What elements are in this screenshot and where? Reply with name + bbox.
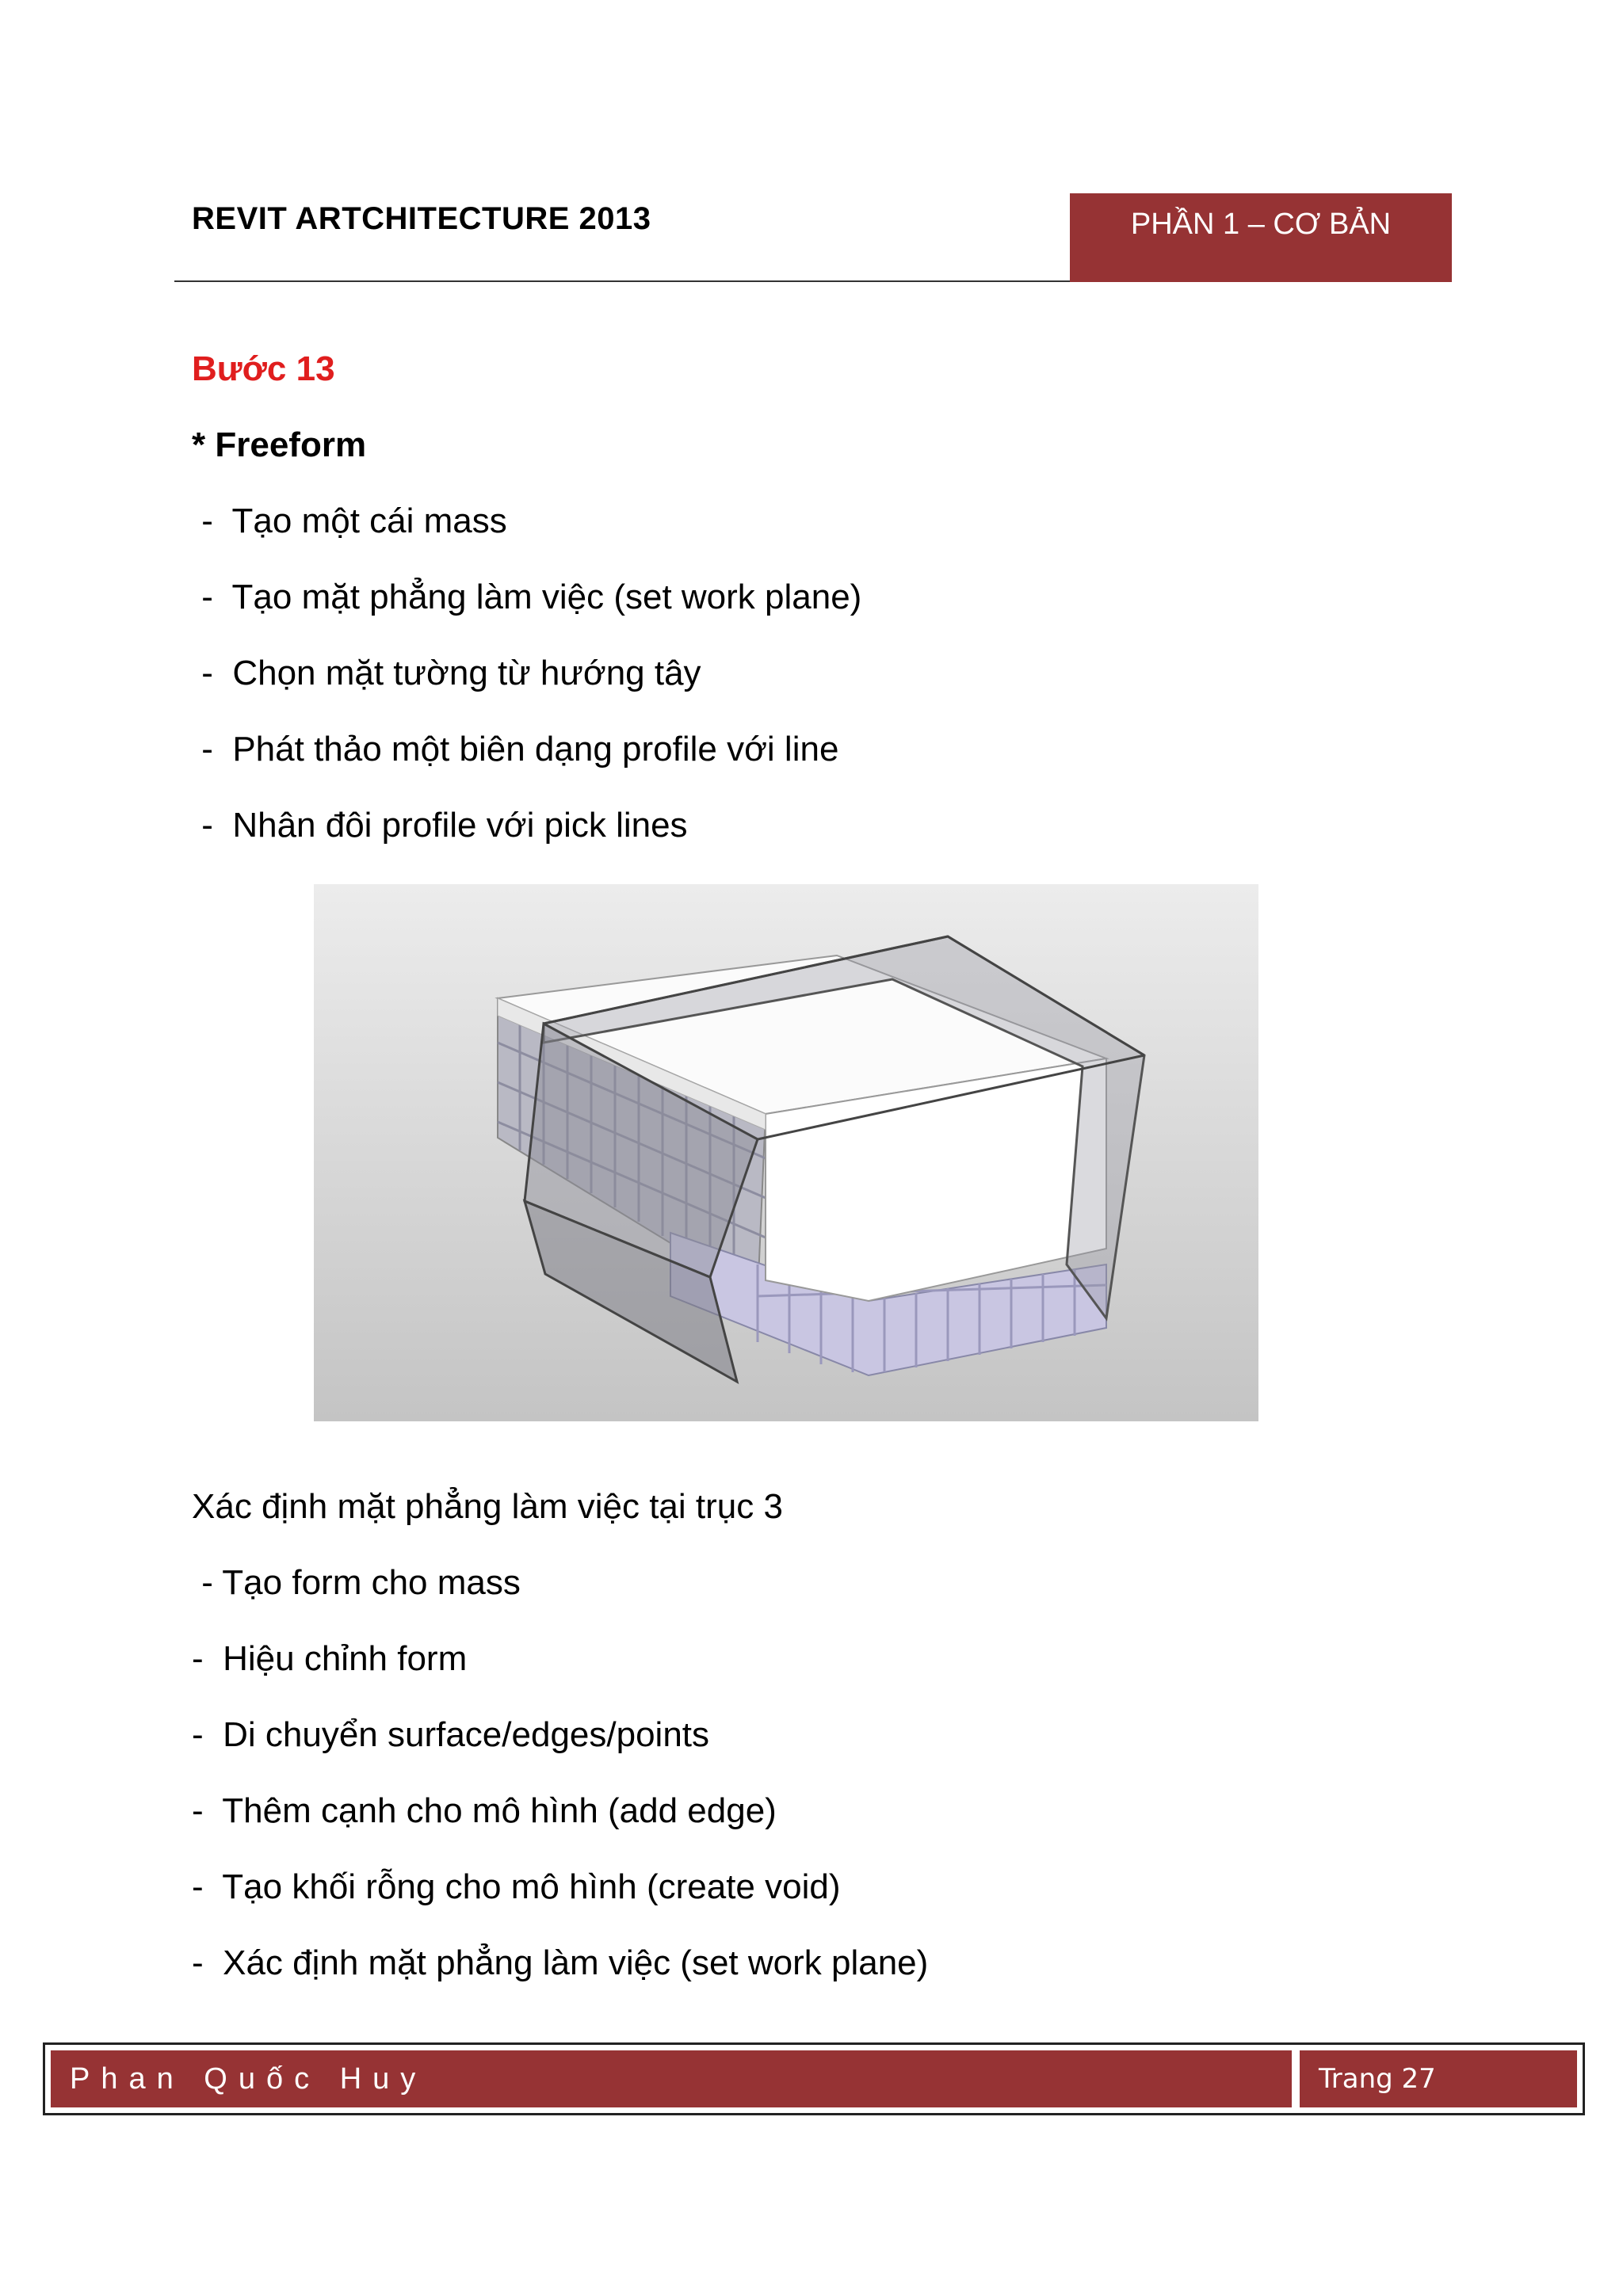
header-divider (174, 280, 1070, 282)
footer-page-number: Trang 27 (1300, 2050, 1577, 2107)
building-model-illustration (314, 884, 1258, 1421)
list-item: - Phát thảo một biên dạng profile với line (192, 730, 839, 769)
paragraph: Xác định mặt phẳng làm việc tại trục 3 (192, 1487, 783, 1526)
list-item: - Hiệu chỉnh form (192, 1639, 468, 1678)
footer-author: Phan Quốc Huy (51, 2050, 1292, 2107)
list-item: - Tạo form cho mass (192, 1563, 521, 1602)
section-title: * Freeform (192, 425, 367, 464)
list-item: - Di chuyển surface/edges/points (192, 1715, 710, 1754)
section-badge: PHẦN 1 – CƠ BẢN (1070, 193, 1452, 282)
list-item: - Tạo mặt phẳng làm việc (set work plane) (192, 578, 862, 616)
list-item: - Chọn mặt tường từ hướng tây (192, 654, 701, 692)
list-item: - Xác định mặt phẳng làm việc (set work plane) (192, 1943, 929, 1982)
freeform-mass-figure (314, 884, 1258, 1421)
list-item: - Thêm cạnh cho mô hình (add edge) (192, 1791, 777, 1830)
list-item: - Tạo khối rỗng cho mô hình (create void) (192, 1867, 841, 1906)
list-item: - Nhân đôi profile với pick lines (192, 806, 688, 845)
list-item: - Tạo một cái mass (192, 502, 507, 540)
header-title: REVIT ARTCHITECTURE 2013 (192, 201, 651, 236)
step-title: Bước 13 (192, 349, 335, 388)
